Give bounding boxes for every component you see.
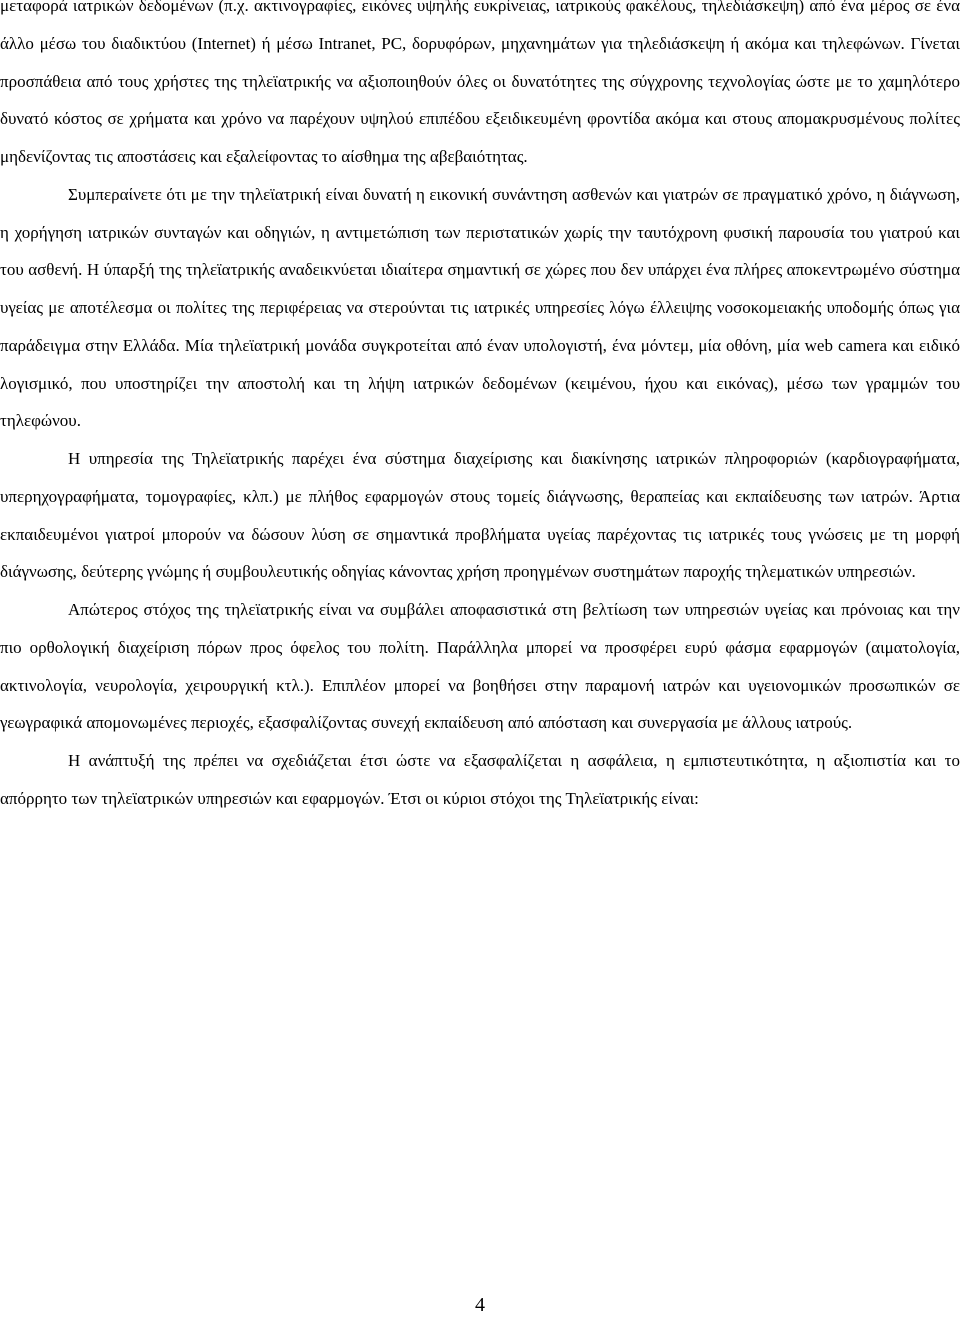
paragraph-3: Η υπηρεσία της Τηλεϊατρικής παρέχει ένα σύστημα διαχείρισης και διακίνησης ιατρικών πληροφοριών (καρδιογραφήματα, υπερηχογραφήματα, τομογραφίες, κλπ.) με πλήθος εφαρμογών στους τομείς διάγνωσης, θεραπείας και εκπαίδευσης των ιατρών. Άρτια εκπαιδευμένοι γιατροί μπορούν να δώσουν λύση σε σημαντικά προβλήματα υγείας παρέχοντας τις ιατρικές τους γνώσεις με τη μορφή διάγνωσης, δεύτερης γνώμης ή συμβουλευτικής οδηγίας κάνοντας χρήση προηγμένων συστημάτων παροχής τηλεματικών υπηρεσιών.	[0, 449, 960, 582]
page-number: 4	[475, 1294, 485, 1316]
paragraph-4: Απώτερος στόχος της τηλεϊατρικής είναι να συμβάλει αποφασιστικά στη βελτίωση των υπηρεσιών υγείας και πρόνοιας και την πιο ορθολογική διαχείριση πόρων προς όφελος του πολίτη. Παράλληλα μπορεί να προσφέρει ευρύ φάσμα εφαρμογών (αιματολογία, ακτινολογία, νευρολογία, χειρουργική κτλ.). Επιπλέον μπορεί να βοηθήσει στην παραμονή ιατρών και υγειονομικών προσωπικών σε γεωγραφικά απομονωμένες περιοχές, εξασφαλίζοντας συνεχή εκπαίδευση από απόσταση και συνεργασία με άλλους ιατρούς.	[0, 600, 960, 733]
paragraph-2: Συμπεραίνετε ότι με την τηλεϊατρική είναι δυνατή η εικονική συνάντηση ασθενών και γιατρών σε πραγματικό χρόνο, η διάγνωση, η χορήγηση ιατρικών συνταγών και οδηγιών, η αντιμετώπιση των περιστατικών χωρίς την ταυτόχρονη φυσική παρουσία του γιατρού και του ασθενή. Η ύπαρξή της τηλεϊατρικής αναδεικνύεται ιδιαίτερα σημαντική σε χώρες που δεν υπάρχει ένα πλήρες αποκεντρωμένο σύστημα υγείας με αποτέλεσμα οι πολίτες της περιφέρειας να στερούνται τις ιατρικές υπηρεσίες λόγω έλλειψης νοσοκομειακής υποδομής όπως για παράδειγμα στην Ελλάδα. Μία τηλεϊατρική μονάδα συγκροτείται από έναν υπολογιστή, ένα μόντεμ, μία οθόνη, μία web camera και ειδικό λογισμικό, που υποστηρίζει την αποστολή και τη λήψη ιατρικών δεδομένων (κειμένου, ήχου και εικόνας), μέσω των γραμμών του τηλεφώνου.	[0, 184, 960, 431]
paragraph-1: μεταφορά ιατρικών δεδομένων (π.χ. ακτινογραφίες, εικόνες υψηλής ευκρίνειας, ιατρικούς φακέλους, τηλεδιάσκεψη) από ένα μέρος σε ένα άλλο μέσω του διαδικτύου (Internet) ή μέσω Intranet, PC, δορυφόρων, μηχανημάτων για τηλεδιάσκεψη ή ακόμα και τηλεφώνων. Γίνεται προσπάθεια από τους χρήστες της τηλεϊατρικής να αξιοποιηθούν όλες οι δυνατότητες της σύγχρονης τεχνολογίας ώστε με το χαμηλότερο δυνατό κόστος σε χρήματα και χρόνο να παρέχουν υψηλού επιπέδου εξειδικευμένη φροντίδα ακόμα και στους απομακρυσμένους πολίτες μηδενίζοντας τις αποστάσεις και εξαλείφοντας το αίσθημα της αβεβαιότητας.	[0, 0, 960, 166]
paragraph-5: Η ανάπτυξή της πρέπει να σχεδιάζεται έτσι ώστε να εξασφαλίζεται η ασφάλεια, η εμπιστευτικότητα, η αξιοπιστία και το απόρρητο των τηλεϊατρικών υπηρεσιών και εφαρμογών. Έτσι οι κύριοι στόχοι της Τηλεϊατρικής είναι:	[0, 751, 960, 808]
